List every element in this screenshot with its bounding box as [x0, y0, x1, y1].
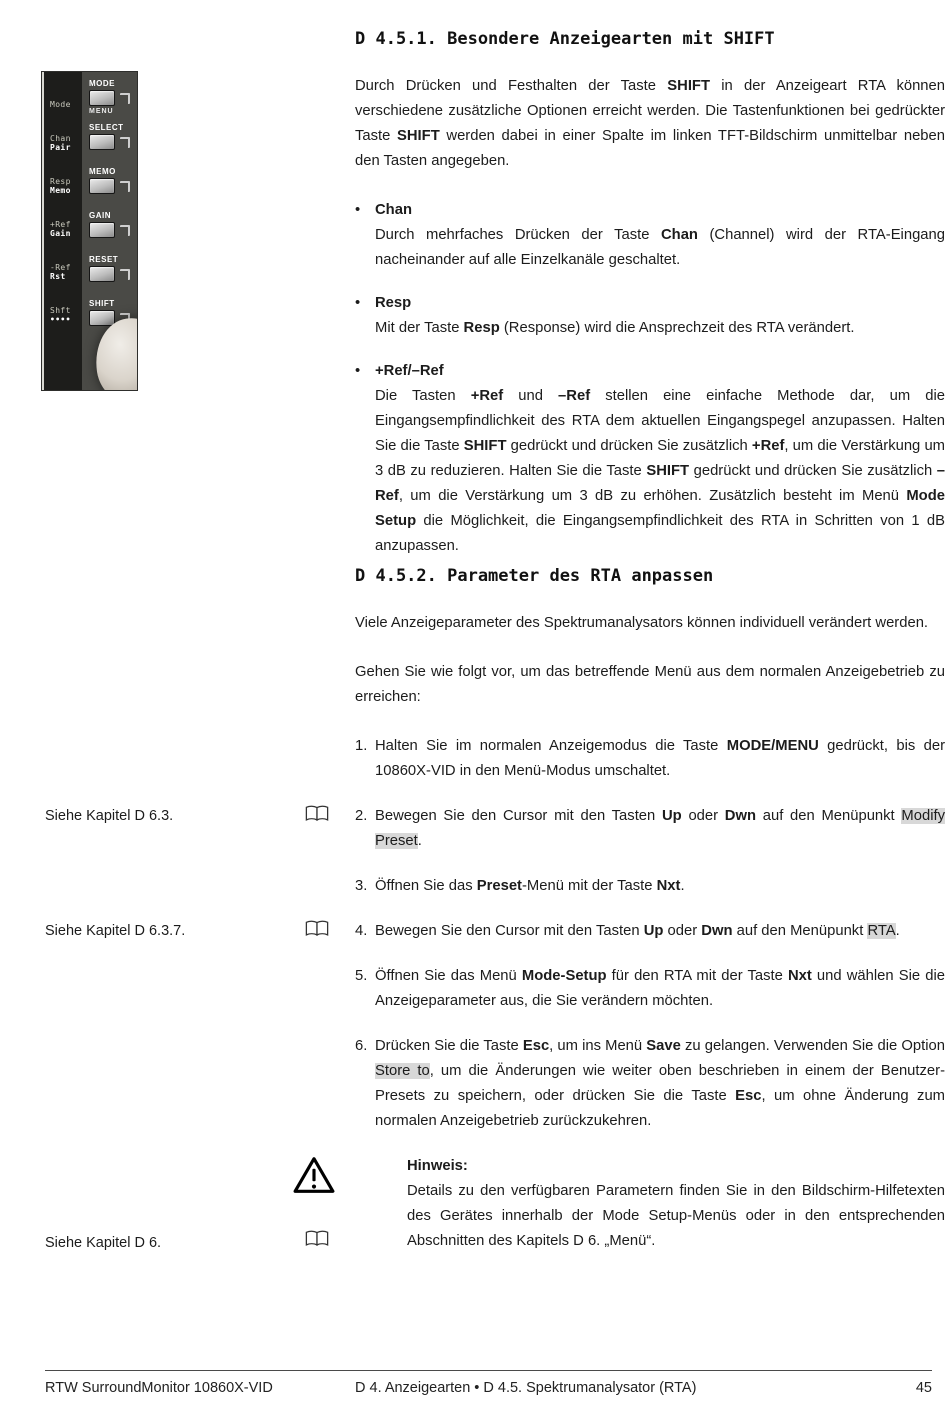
panel-key-memo: MEMO: [89, 167, 134, 203]
panel-key-shift: SHIFT: [89, 299, 134, 335]
bullet-marker: •: [355, 202, 361, 218]
control-panel-photo: [42, 72, 137, 390]
step-2: Siehe Kapitel D 6.3. 2. Bewegen Sie den Cursor mit den Tasten Up oder Dwn auf den Menüpunkt Modify Preset.: [355, 804, 945, 854]
bullet-ref: [355, 359, 945, 559]
memo-key-button: [89, 178, 115, 194]
margin-note-3: [0, 1230, 330, 1254]
step-4: Siehe Kapitel D 6.3.7. 4. Bewegen Sie den Cursor mit den Tasten Up oder Dwn auf den Menüpunkt RTA.: [355, 919, 945, 944]
bullet-chan: [355, 198, 945, 273]
hinweis-block: [45, 1154, 945, 1254]
shift-key-button: [89, 310, 115, 326]
hinweis-title: Hinweis:: [407, 1158, 468, 1174]
strip-label-ref-gain: +Ref Gain: [50, 220, 71, 238]
panel-keys-column: [82, 72, 137, 390]
step-5: 5. Öffnen Sie das Menü Mode-Setup für den RTA mit der Taste Nxt und wählen Sie die Anzeigeparameter aus, die Sie verändern möchten.: [355, 968, 945, 1009]
panel-key-select: SELECT: [89, 123, 134, 159]
see-chapter-label: Siehe Kapitel D 6.3.: [45, 808, 174, 824]
step-6: 6. Drücken Sie die Taste Esc, um ins Menü Save zu gelangen. Verwenden Sie die Option Store to, um die Änderungen wie weiter oben beschrieben in einem der Benutzer-Presets zu speichern, oder drücken Sie die Taste Esc, um ohne Änderung zum normalen Anzeigebetrieb zurückzukehren.: [355, 1038, 945, 1129]
bullet-body: Die Tasten +Ref und –Ref stellen eine einfache Methode dar, um die Eingangsempfindlichkeit des RTA dem aktuellen Eingangspegel anzupassen. Halten Sie die Taste SHIFT gedrückt und drücken Sie zusätzlich +Ref, um die Verstärkung um 3 dB zu reduzieren. Halten Sie die Taste SHIFT gedrückt und drücken Sie zusätzlich –Ref, um die Verstärkung um 3 dB zu erhöhen. Zusätzlich besteht im Menü Mode Setup die Möglichkeit, die Eingangsempfindlichkeit des RTA in Schritten von 1 dB anzupassen.: [375, 388, 945, 554]
bullet-title: +Ref/–Ref: [375, 363, 444, 379]
bracket-icon: [120, 93, 130, 104]
step-1: 1. Halten Sie im normalen Anzeigemodus die Taste MODE/MENU gedrückt, bis der 10860X-VID in den Menü-Modus umschaltet.: [355, 738, 946, 779]
gain-key-button: [89, 222, 115, 238]
bracket-icon: [120, 269, 130, 280]
warning-icon: [293, 1156, 335, 1199]
margin-note-2: [0, 920, 330, 944]
book-icon: [304, 920, 330, 944]
bracket-icon: [120, 137, 130, 148]
bullet-marker: •: [355, 295, 361, 311]
hinweis-body: Details zu den verfügbaren Parametern finden Sie in den Bildschirm-Hilfetexten des Gerätes innerhalb der Mode Setup-Menüs oder in den entsprechenden Abschnitten des Kapitels D 6. „Menü“.: [407, 1183, 945, 1249]
bullet-body: Durch mehrfaches Drücken der Taste Chan (Channel) wird der RTA-Eingang nacheinander auf alle Einzelkanäle geschaltet.: [375, 227, 945, 268]
bracket-icon: [120, 181, 130, 192]
bullet-marker: •: [355, 363, 361, 379]
bullet-body: Mit der Taste Resp (Response) wird die Ansprechzeit des RTA verändert.: [375, 320, 855, 336]
reset-key-button: [89, 266, 115, 282]
panel-label-strip: [44, 72, 82, 390]
bullet-title: Resp: [375, 295, 412, 311]
intro-paragraph: Durch Drücken und Festhalten der Taste SHIFT in der Anzeigeart RTA können verschiedene zusätzliche Optionen erreicht werden. Die Tastenfunktionen bei gedrückter Taste SHIFT werden dabei in einer Spalte im linken TFT-Bildschirm unmittelbar neben den Tasten angegeben.: [355, 78, 945, 169]
strip-label-ref-rst: -Ref Rst: [50, 263, 71, 281]
strip-label-shft: Shft ••••: [50, 306, 71, 324]
book-icon: [304, 1230, 330, 1254]
paragraph: Gehen Sie wie folgt vor, um das betreffende Menü aus dem normalen Anzeigebetrieb zu erreichen:: [355, 664, 945, 705]
book-icon: [304, 805, 330, 829]
bullet-title: Chan: [375, 202, 412, 218]
see-chapter-label: Siehe Kapitel D 6.: [45, 1235, 162, 1251]
bracket-icon: [120, 225, 130, 236]
see-chapter-label: Siehe Kapitel D 6.3.7.: [45, 923, 186, 939]
footer-chapter: D 4. Anzeigearten • D 4.5. Spektrumanalysator (RTA): [355, 1380, 697, 1396]
strip-label-mode: Mode: [50, 100, 71, 109]
strip-label-chan-pair: Chan Pair: [50, 134, 71, 152]
step-3: 3. Öffnen Sie das Preset-Menü mit der Taste Nxt.: [355, 878, 685, 894]
bullet-resp: [355, 291, 945, 341]
margin-note-1: [0, 805, 330, 829]
select-key-button: [89, 134, 115, 150]
paragraph: Viele Anzeigeparameter des Spektrumanalysators können individuell verändert werden.: [355, 615, 929, 631]
panel-key-reset: RESET: [89, 255, 134, 291]
section-heading-2: D 4.5.2. Parameter des RTA anpassen: [355, 566, 714, 586]
panel-key-gain: GAIN: [89, 211, 134, 247]
section-heading-1: D 4.5.1. Besondere Anzeigearten mit SHIFT: [355, 29, 775, 49]
page-number: 45: [915, 1380, 932, 1396]
hinweis-text: [407, 1154, 945, 1254]
page-footer: [45, 1370, 932, 1396]
mode-key-button: [89, 90, 115, 106]
strip-label-resp-memo: Resp Memo: [50, 177, 71, 195]
footer-product-name: RTW SurroundMonitor 10860X-VID: [45, 1380, 273, 1396]
panel-key-mode: MODE MENU: [89, 79, 134, 115]
